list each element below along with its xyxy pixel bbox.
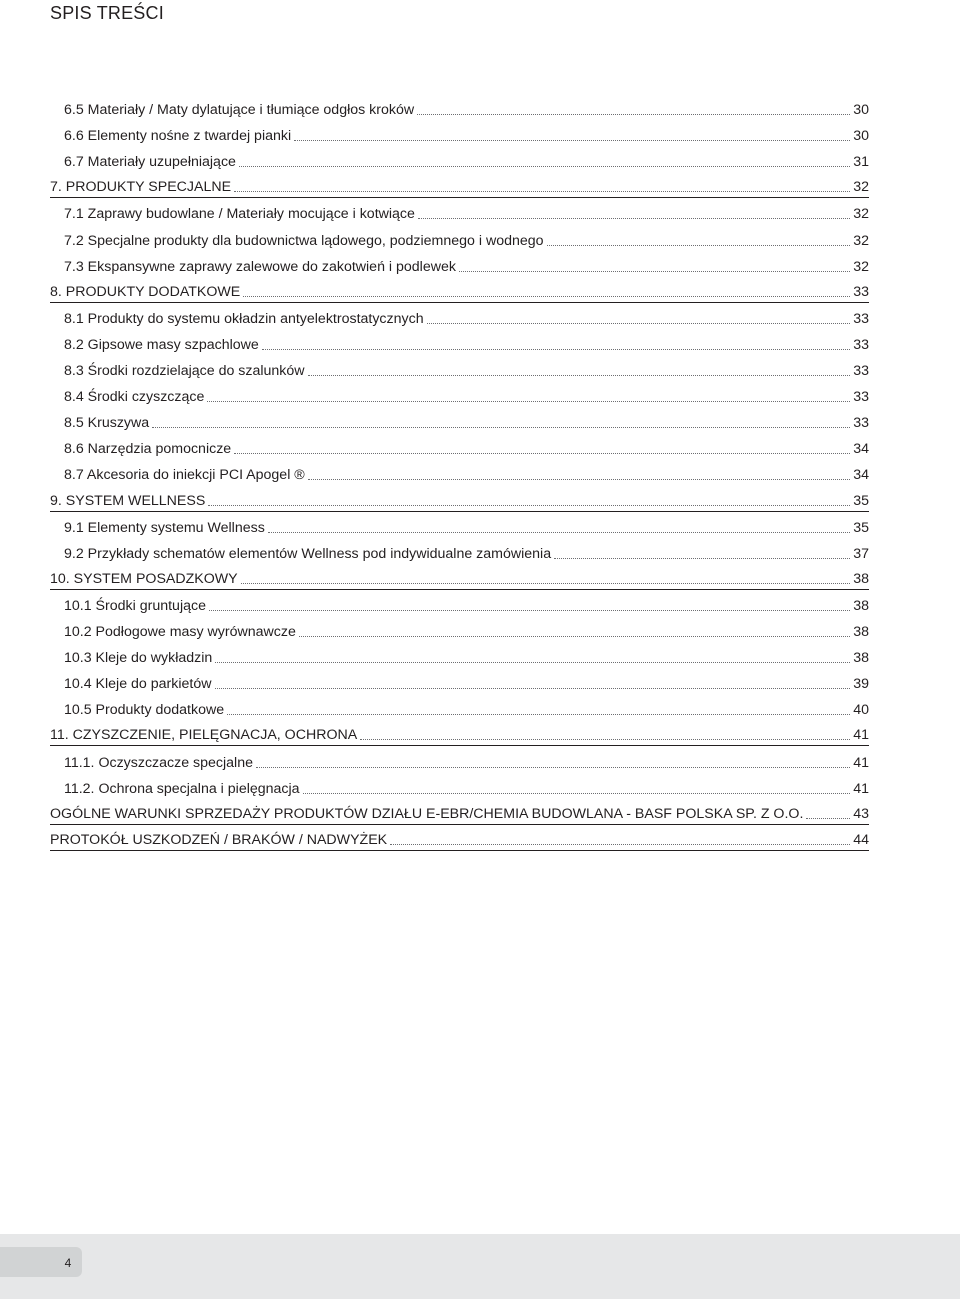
toc-entry[interactable] — [64, 198, 869, 224]
toc-entry[interactable] — [64, 381, 869, 407]
toc-leader-dots — [256, 767, 850, 768]
toc-entry-page: 30 — [853, 128, 869, 145]
toc-entry[interactable] — [64, 590, 869, 616]
toc-leader-dots — [268, 532, 850, 533]
toc-entry-label: 6.7 Materiały uzupełniające — [64, 154, 236, 171]
toc-entry-page: 37 — [853, 545, 869, 562]
toc-leader-dots — [427, 323, 851, 324]
toc-entry[interactable] — [64, 668, 869, 694]
toc-entry[interactable] — [64, 225, 869, 251]
toc-entry[interactable] — [50, 486, 869, 512]
toc-entry[interactable] — [50, 277, 869, 303]
toc-entry-page: 33 — [853, 415, 869, 432]
toc-leader-dots — [207, 401, 850, 402]
toc-leader-dots — [390, 844, 850, 845]
toc-entry-page: 34 — [853, 441, 869, 458]
toc-leader-dots — [241, 583, 851, 584]
toc-entry[interactable] — [64, 773, 869, 799]
toc-entry-label: 9. SYSTEM WELLNESS — [50, 492, 206, 509]
toc-entry-label: 8. PRODUKTY DODATKOWE — [50, 283, 241, 300]
toc-entry-page: 38 — [853, 650, 869, 667]
toc-entry-label: 7.2 Specjalne produkty dla budownictwa lądowego, podziemnego i wodnego — [64, 232, 544, 249]
toc-entry[interactable] — [50, 720, 869, 746]
toc-entry[interactable] — [50, 564, 869, 590]
toc-entry-label: 8.4 Środki czyszczące — [64, 389, 205, 406]
toc-entry-page: 33 — [853, 310, 869, 327]
toc-entry[interactable] — [64, 251, 869, 277]
toc-entry-label: 8.7 Akcesoria do iniekcji PCI Apogel ® — [64, 467, 305, 484]
toc-entry-page: 32 — [853, 232, 869, 249]
toc-entry-page: 35 — [853, 492, 869, 509]
toc-entry-label: 8.2 Gipsowe masy szpachlowe — [64, 336, 259, 353]
toc-leader-dots — [308, 479, 850, 480]
toc-entry-page: 40 — [853, 702, 869, 719]
toc-entry-page: 39 — [853, 676, 869, 693]
toc-entry[interactable] — [64, 747, 869, 773]
toc-entry-label: 10.3 Kleje do wykładzin — [64, 650, 213, 667]
toc-entry[interactable] — [64, 94, 869, 120]
toc-entry-page: 41 — [853, 780, 869, 797]
toc-entry-page: 34 — [853, 467, 869, 484]
toc-entry-page: 43 — [853, 805, 869, 822]
toc-entry-label: 10.4 Kleje do parkietów — [64, 676, 212, 693]
toc-entry-label: 11. CZYSZCZENIE, PIELĘGNACJA, OCHRONA — [50, 727, 358, 744]
toc-entry-page: 32 — [853, 179, 869, 196]
toc-entry-label: 8.1 Produkty do systemu okładzin antyelektrostatycznych — [64, 310, 424, 327]
toc-entry[interactable] — [64, 120, 869, 146]
toc-leader-dots — [234, 191, 850, 192]
toc-entry-label: PROTOKÓŁ USZKODZEŃ / BRAKÓW / NADWYŻEK — [50, 831, 388, 848]
toc-entry-page: 41 — [853, 754, 869, 771]
page-title: SPIS TREŚCI — [50, 3, 164, 23]
toc-leader-dots — [360, 739, 850, 740]
toc-leader-dots — [547, 245, 851, 246]
toc-entry-page: 35 — [853, 519, 869, 536]
toc-leader-dots — [308, 375, 851, 376]
toc-entry[interactable] — [64, 642, 869, 668]
toc-entry-page: 38 — [853, 624, 869, 640]
toc-entry-label: 10.5 Produkty dodatkowe — [64, 702, 225, 719]
toc-leader-dots — [243, 296, 850, 297]
toc-entry-page: 32 — [853, 258, 869, 275]
toc-entry[interactable] — [64, 303, 869, 329]
toc-leader-dots — [806, 818, 850, 819]
page-number: 4 — [64, 1256, 72, 1270]
toc-entry[interactable] — [64, 407, 869, 433]
toc-entry[interactable] — [64, 433, 869, 459]
toc-leader-dots — [215, 688, 851, 689]
toc-entry-label: 8.6 Narzędzia pomocnicze — [64, 441, 232, 458]
toc-leader-dots — [294, 140, 850, 141]
toc-leader-dots — [208, 505, 850, 506]
toc-leader-dots — [299, 636, 850, 637]
toc-leader-dots — [418, 218, 850, 219]
toc-entry-label: 6.5 Materiały / Maty dylatujące i tłumiące odgłos kroków — [64, 102, 415, 118]
toc-leader-dots — [234, 453, 850, 454]
toc-entry-label: 8.3 Środki rozdzielające do szalunków — [64, 363, 305, 379]
toc-entry-page: 41 — [853, 727, 869, 744]
toc-entry-page: 38 — [853, 597, 869, 614]
toc-entry-label: 9.1 Elementy systemu Wellness — [64, 519, 265, 536]
toc-entry-label: 8.5 Kruszywa — [64, 415, 150, 432]
toc-entry[interactable] — [50, 825, 869, 851]
toc-leader-dots — [239, 166, 850, 167]
toc-entry[interactable] — [64, 146, 869, 172]
footer-band — [0, 1234, 960, 1299]
toc-entry-label: 7. PRODUKTY SPECJALNE — [50, 179, 232, 196]
toc-entry-label: 7.1 Zaprawy budowlane / Materiały mocujące i kotwiące — [64, 206, 415, 223]
toc-entry-label: 10. SYSTEM POSADZKOWY — [50, 570, 238, 587]
toc-entry-page: 32 — [853, 206, 869, 223]
toc-entry[interactable] — [50, 799, 869, 825]
toc-leader-dots — [303, 793, 851, 794]
toc-entry[interactable] — [64, 355, 869, 381]
toc-entry-label: 11.1. Oczyszczacze specjalne — [64, 754, 253, 771]
toc-leader-dots — [227, 714, 850, 715]
toc-leader-dots — [152, 427, 850, 428]
toc-entry-label: 7.3 Ekspansywne zaprawy zalewowe do zakotwień i podlewek — [64, 258, 456, 275]
toc-entry-page: 38 — [853, 570, 869, 587]
toc-leader-dots — [209, 610, 850, 611]
toc-leader-dots — [417, 114, 850, 115]
toc-entry-page: 33 — [853, 336, 869, 353]
toc-entry-page: 44 — [853, 831, 869, 848]
toc-entry-label: 11.2. Ochrona specjalna i pielęgnacja — [64, 780, 300, 797]
toc-entry-page: 33 — [853, 363, 869, 379]
toc-leader-dots — [262, 349, 850, 350]
toc-entry[interactable] — [64, 512, 869, 538]
toc-entry-page: 33 — [853, 283, 869, 300]
toc-entry[interactable] — [64, 329, 869, 355]
toc-entry-page: 31 — [853, 154, 869, 171]
toc-leader-dots — [215, 662, 850, 663]
toc-entry-label: 6.6 Elementy nośne z twardej pianki — [64, 128, 292, 145]
toc-entry-label: 9.2 Przykłady schematów elementów Wellness pod indywidualne zamówienia — [64, 545, 552, 562]
toc-leader-dots — [459, 271, 850, 272]
toc-entry[interactable] — [64, 459, 869, 485]
toc-entry-label: OGÓLNE WARUNKI SPRZEDAŻY PRODUKTÓW DZIAŁU E-EBR/CHEMIA BUDOWLANA - BASF POLSKA SP. Z O.O. — [50, 805, 804, 822]
toc-entry[interactable] — [64, 694, 869, 720]
toc-entry[interactable] — [50, 172, 869, 198]
toc-entry[interactable] — [64, 616, 869, 642]
toc-entry-page: 30 — [853, 102, 869, 118]
toc-entry-page: 33 — [853, 389, 869, 406]
toc-entry[interactable] — [64, 538, 869, 564]
toc-entry-label: 10.1 Środki gruntujące — [64, 597, 206, 614]
toc-entry-label: 10.2 Podłogowe masy wyrównawcze — [64, 624, 296, 640]
toc-leader-dots — [554, 558, 850, 559]
